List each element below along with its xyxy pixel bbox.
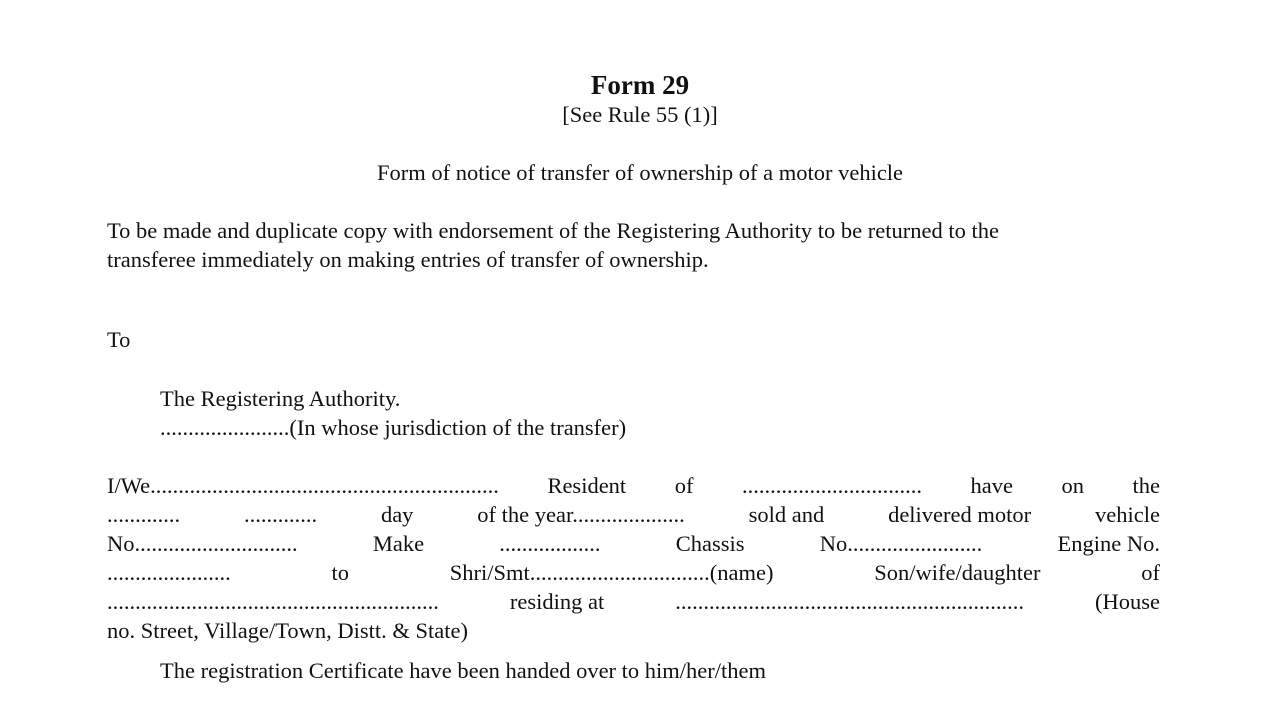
- declaration-token: day: [380, 502, 414, 527]
- declaration-token: No.............................: [107, 531, 298, 556]
- declaration-token: of the year....................: [477, 502, 685, 527]
- declaration-token: Engine No.: [1057, 531, 1160, 556]
- declaration-token: Make: [372, 531, 425, 556]
- declaration-token: to: [331, 560, 350, 585]
- declaration-token: ..................: [499, 531, 601, 556]
- registering-authority: The Registering Authority.: [160, 386, 401, 411]
- form-subtitle: Form of notice of transfer of ownership of a motor vehicle: [376, 160, 904, 185]
- to-label: To: [107, 327, 131, 352]
- declaration-token: have: [970, 473, 1013, 498]
- declaration-token: .............: [243, 502, 318, 527]
- declaration-token: ...........................................................: [107, 589, 439, 614]
- declaration-token: of: [674, 473, 694, 498]
- declaration-token: ..............................................................: [675, 589, 1024, 614]
- declaration-token: ......................: [107, 560, 231, 585]
- declaration-token: vehicle: [1094, 502, 1160, 527]
- declaration-token: Son/wife/daughter: [874, 560, 1041, 585]
- declaration-token: Shri/Smt................................(name): [449, 560, 774, 585]
- declaration-token: I/We..............................................................: [107, 473, 499, 498]
- declaration-token: of: [1141, 560, 1160, 585]
- declaration-line: [107, 591, 1160, 614]
- declaration-token: ................................: [741, 473, 922, 498]
- form-title: Form 29: [590, 70, 690, 100]
- declaration-token: No........................: [819, 531, 983, 556]
- declaration-token: no. Street, Village/Town, Distt. & State): [107, 618, 468, 643]
- declaration-token: .............: [107, 502, 181, 527]
- instruction-line-1: [107, 220, 1160, 243]
- closing-statement: The registration Certificate have been handed over to him/her/them: [160, 658, 767, 683]
- declaration-token: Resident: [547, 473, 627, 498]
- declaration-token: Chassis: [675, 531, 745, 556]
- declaration-line: [107, 620, 1160, 643]
- declaration-token: on: [1061, 473, 1084, 498]
- declaration-token: sold and: [748, 502, 825, 527]
- instruction-line-2: transferee immediately on making entries of transfer of ownership.: [107, 247, 709, 272]
- declaration-token: residing at: [509, 589, 605, 614]
- declaration-token: the: [1132, 473, 1160, 498]
- declaration-token: delivered motor: [888, 502, 1032, 527]
- declaration-token: (House: [1094, 589, 1160, 614]
- rule-reference: [See Rule 55 (1)]: [562, 102, 718, 127]
- jurisdiction-line: .......................(In whose jurisdiction of the transfer): [160, 415, 627, 440]
- instruction-text: To be made and duplicate copy with endorsement of the Registering Authority to be returned to the: [107, 218, 999, 243]
- declaration-line: [107, 562, 1160, 585]
- declaration-line: [107, 475, 1160, 498]
- declaration-line: [107, 533, 1160, 556]
- declaration-line: [107, 504, 1160, 527]
